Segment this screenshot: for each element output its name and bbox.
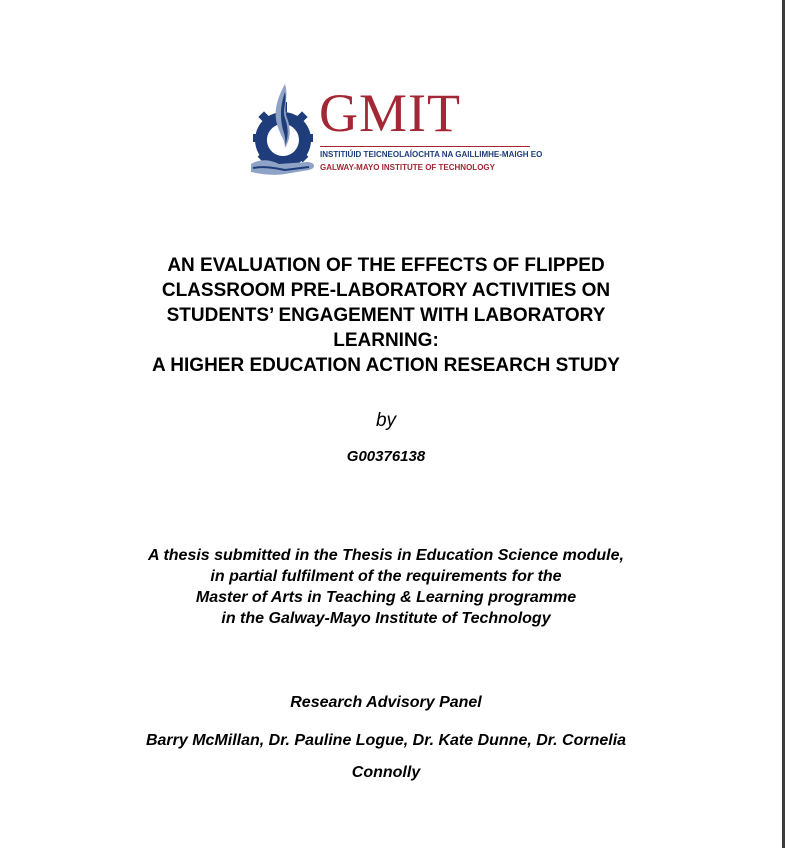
logo-irish-name: INSTITIÚID TEICNEOLAÍOCHTA NA GAILLIMHE-MAIGH EO [320, 150, 543, 159]
title-line: A HIGHER EDUCATION ACTION RESEARCH STUDY [152, 355, 620, 376]
thesis-statement-line: Master of Arts in Teaching & Learning programme [195, 589, 577, 606]
thesis-statement-line: in partial fulfilment of the requirements for the [210, 568, 562, 585]
title-line: STUDENTS’ ENGAGEMENT WITH LABORATORY [166, 305, 606, 326]
thesis-statement-line: in the Galway-Mayo Institute of Technology [221, 610, 551, 627]
advisory-panel-line: Connolly [351, 764, 421, 781]
title-line: AN EVALUATION OF THE EFFECTS OF FLIPPED [167, 255, 605, 276]
gmit-logo [245, 82, 545, 178]
advisory-panel-heading: Research Advisory Panel [290, 694, 482, 711]
by-label: by [375, 410, 397, 431]
title-line: LEARNING: [333, 330, 439, 351]
logo-english-name: GALWAY-MAYO INSTITUTE OF TECHNOLOGY [320, 163, 495, 172]
thesis-title [100, 253, 672, 378]
student-id: G00376138 [346, 448, 426, 465]
advisory-panel-line: Barry McMillan, Dr. Pauline Logue, Dr. Kate Dunne, Dr. Cornelia [145, 732, 627, 749]
thesis-statement-line: A thesis submitted in the Thesis in Education Science module, [148, 547, 624, 564]
thesis-statement [0, 545, 772, 629]
advisory-panel-members [0, 725, 772, 789]
logo-divider [320, 146, 530, 147]
title-line: CLASSROOM PRE-LABORATORY ACTIVITIES ON [161, 280, 611, 301]
logo-wordmark: GMIT [319, 83, 461, 143]
gmit-emblem-icon [245, 82, 321, 178]
